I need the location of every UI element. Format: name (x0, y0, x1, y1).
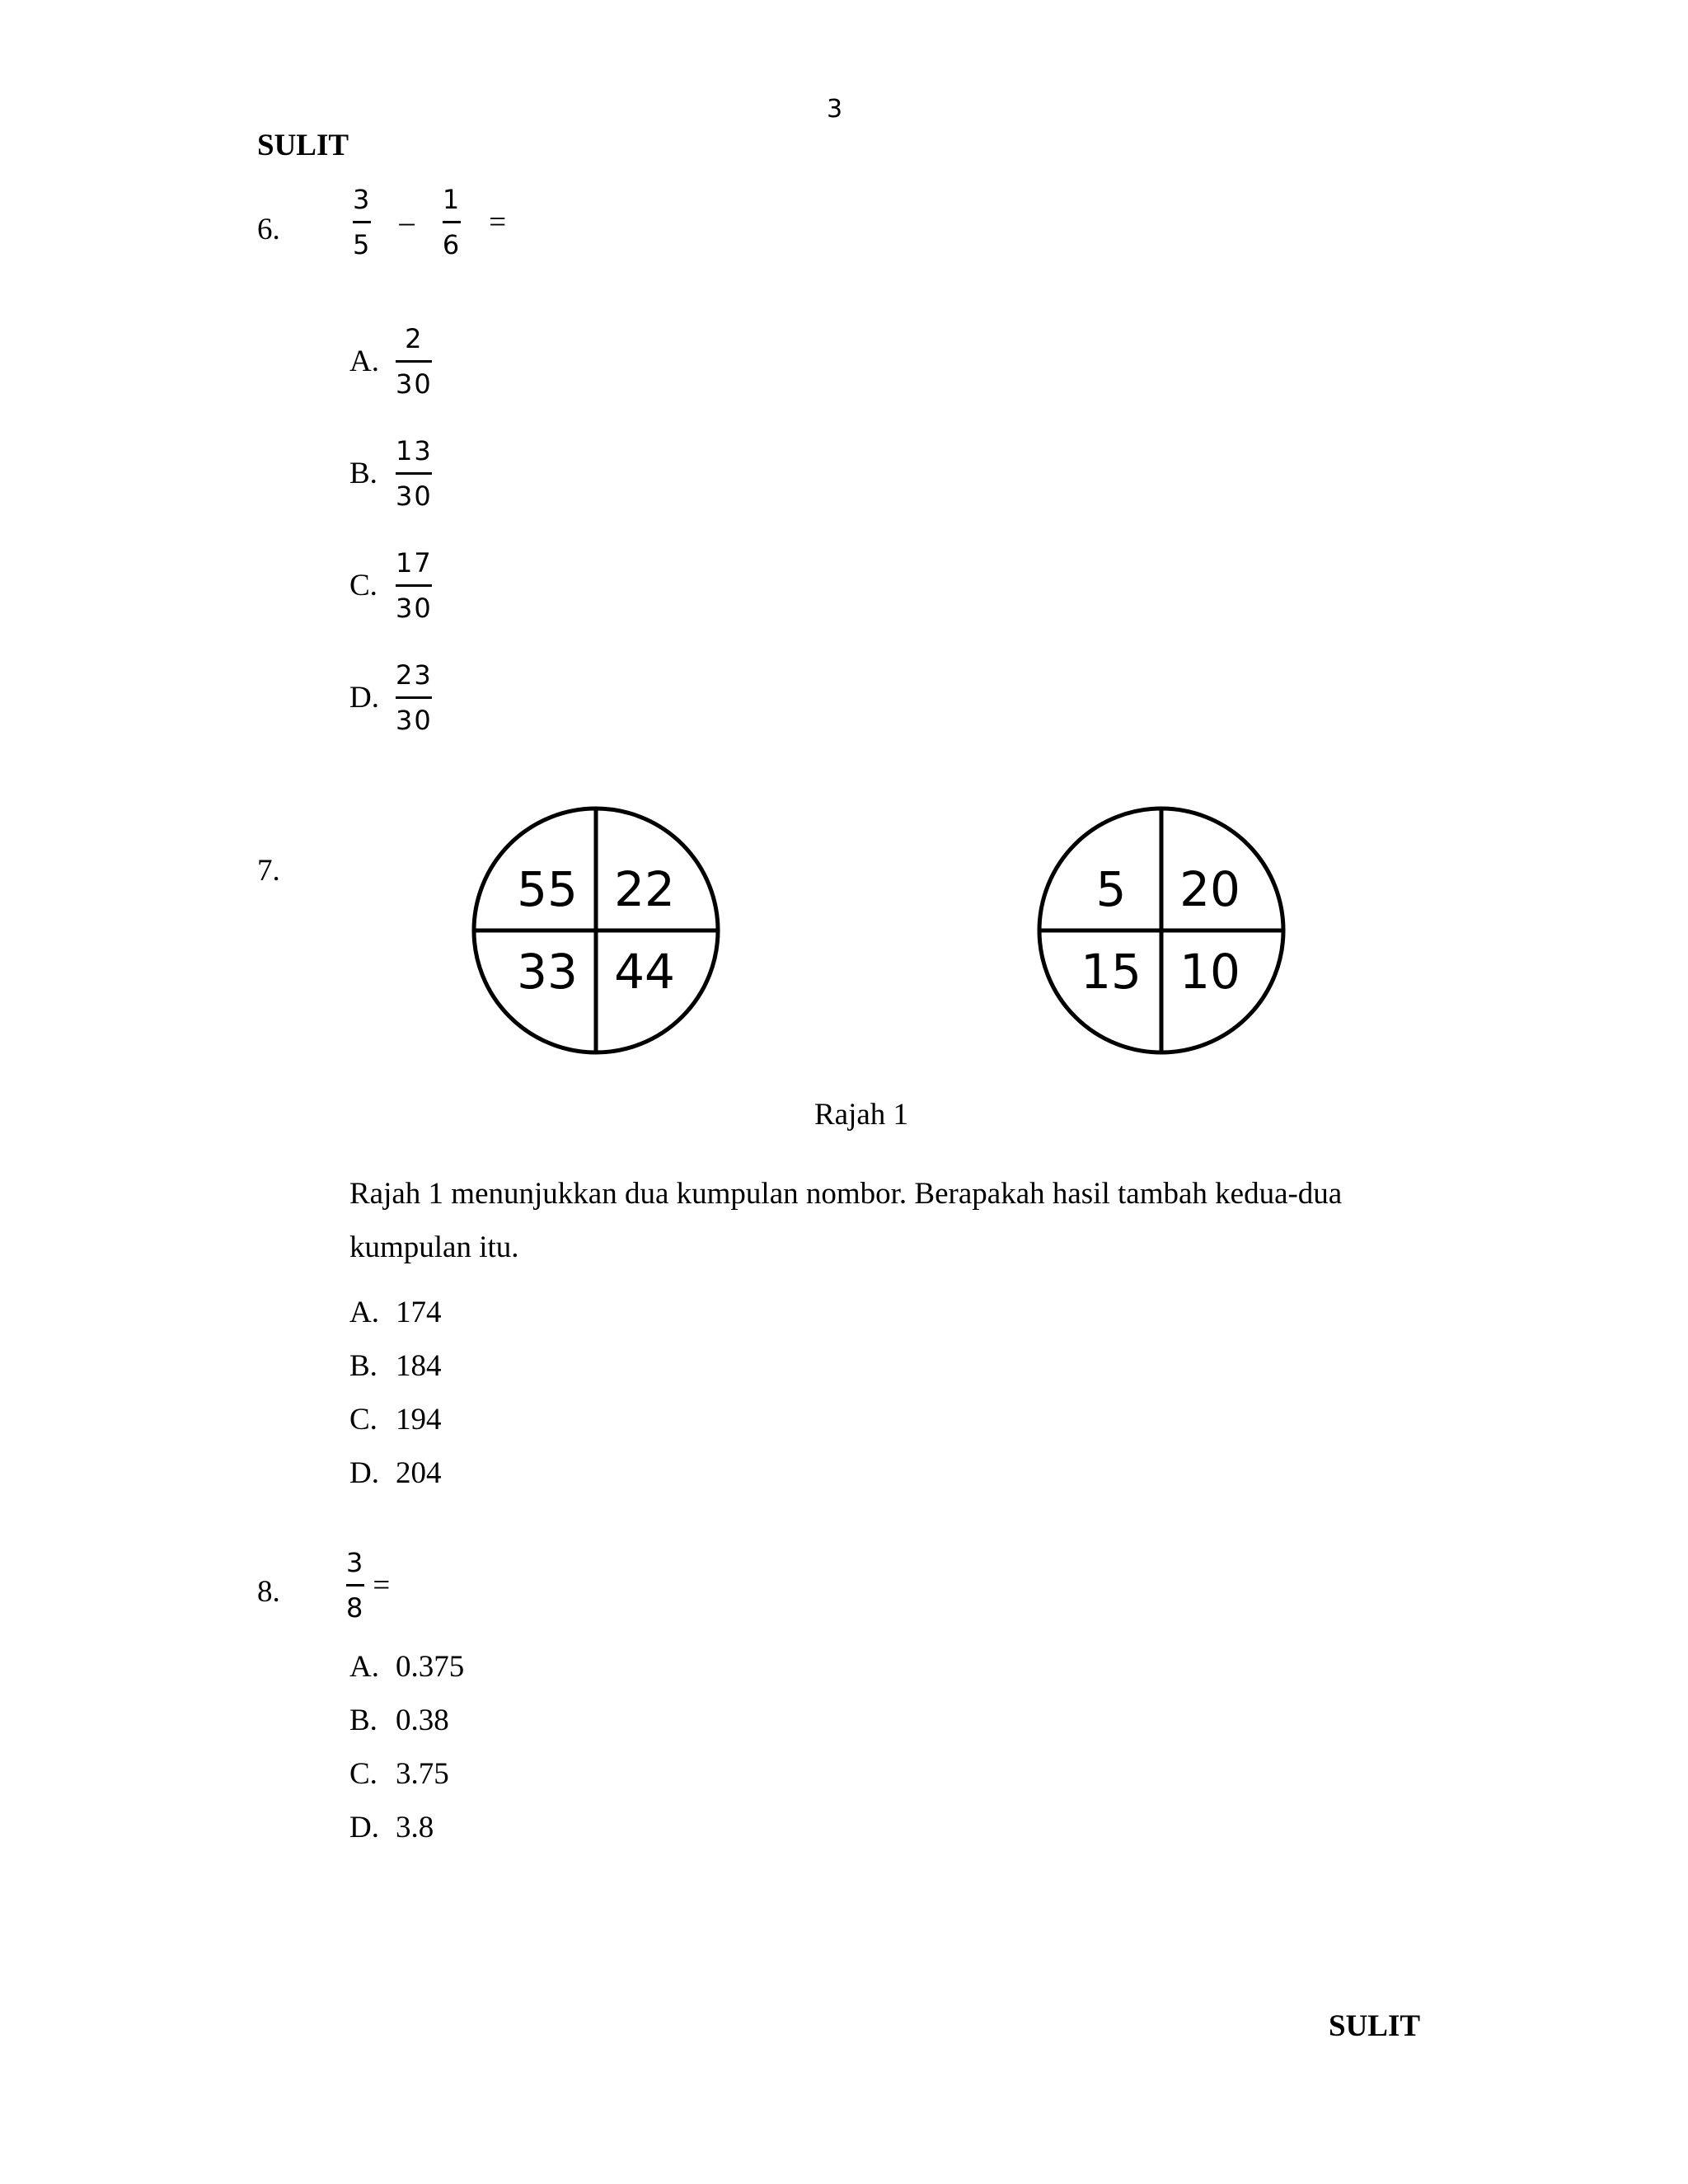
q8-option-a-letter: A. (349, 1650, 379, 1684)
q8-option-c-letter: C. (349, 1757, 377, 1791)
q8-option-d-letter: D. (349, 1811, 379, 1844)
q7-option-b-value: 184 (396, 1349, 442, 1383)
figure-caption: Rajah 1 (814, 1098, 909, 1132)
q8-fraction (346, 1547, 365, 1624)
q8-denominator: 8 (346, 1592, 365, 1624)
q6-option-a-numerator: 2 (405, 322, 424, 354)
q6-option-d-denominator: 30 (396, 704, 433, 736)
q7-question-line-1: Rajah 1 menunjukkan dua kumpulan nombor. Berapakah hasil tambah kedua-dua (349, 1177, 1343, 1211)
circle-1-bottom-left: 33 (517, 944, 578, 1000)
q7-question-line-2: kumpulan itu. (349, 1230, 519, 1264)
circle-1-top-left: 55 (517, 861, 578, 917)
q6-option-d-fraction (396, 658, 433, 736)
q7-options (349, 1286, 442, 1500)
q6-option-a-fraction (396, 322, 433, 400)
number-circle-1 (471, 806, 720, 1055)
q6-fraction-b-denominator: 6 (442, 229, 462, 260)
q6-option-d-numerator: 23 (396, 658, 433, 691)
circle-2-bottom-left: 15 (1081, 944, 1142, 1000)
circle-2-top-right: 20 (1179, 861, 1240, 917)
q8-option-c-value: 3.75 (396, 1757, 449, 1791)
number-circle-2 (1037, 806, 1286, 1055)
q8-option-b[interactable] (349, 1694, 464, 1747)
q8-option-d-value: 3.8 (396, 1811, 434, 1844)
q6-option-c-letter: C. (349, 568, 377, 602)
q6-equals-sign: = (489, 205, 507, 239)
circle-1-bottom-right: 44 (614, 944, 675, 1000)
q7-option-c[interactable] (349, 1393, 442, 1446)
footer-label: SULIT (1329, 2009, 1421, 2043)
circle-1-graphic (471, 806, 720, 1055)
q7-option-d-letter: D. (349, 1456, 379, 1490)
header-label: SULIT (257, 129, 349, 162)
q6-option-c-denominator: 30 (396, 592, 433, 624)
circle-2-graphic (1037, 806, 1286, 1055)
q7-option-a-value: 174 (396, 1296, 442, 1329)
q6-expression (353, 186, 506, 258)
q8-option-d[interactable] (349, 1801, 464, 1854)
q7-option-d[interactable] (349, 1446, 442, 1500)
q6-option-c-numerator: 17 (396, 546, 433, 579)
q7-number: 7. (257, 854, 280, 888)
q6-option-b-denominator: 30 (396, 480, 433, 512)
q7-option-a-letter: A. (349, 1296, 379, 1329)
q6-fraction-b (443, 186, 461, 258)
q6-option-b-fraction (396, 434, 433, 512)
q7-option-d-value: 204 (396, 1456, 442, 1490)
q6-number: 6. (257, 213, 280, 246)
q6-option-a-denominator: 30 (396, 368, 433, 400)
q7-option-a[interactable] (349, 1286, 442, 1339)
q8-option-a-value: 0.375 (396, 1650, 465, 1684)
q6-option-b-numerator: 13 (396, 434, 433, 466)
q7-option-b[interactable] (349, 1339, 442, 1393)
q6-option-d[interactable] (349, 641, 433, 753)
q6-minus-sign: – (399, 205, 415, 239)
q8-option-c[interactable] (349, 1747, 464, 1801)
q7-option-b-letter: B. (349, 1349, 377, 1383)
q8-expression (346, 1547, 391, 1624)
q8-option-b-letter: B. (349, 1704, 377, 1737)
q8-numerator: 3 (346, 1547, 365, 1578)
q6-option-d-letter: D. (349, 680, 379, 715)
q8-number: 8. (257, 1575, 280, 1609)
q8-option-b-value: 0.38 (396, 1704, 449, 1737)
page-number: 3 (827, 95, 843, 124)
q6-fraction-b-numerator: 1 (442, 184, 462, 215)
q6-fraction-a (353, 186, 371, 258)
q8-equals-sign: = (373, 1568, 391, 1602)
q6-option-c[interactable] (349, 529, 433, 641)
q6-option-b-letter: B. (349, 456, 377, 490)
q6-option-a-letter: A. (349, 344, 379, 378)
circle-2-bottom-right: 10 (1179, 944, 1240, 1000)
circle-2-top-left: 5 (1095, 861, 1127, 917)
q7-option-c-letter: C. (349, 1403, 377, 1436)
q6-fraction-a-numerator: 3 (353, 184, 372, 215)
q6-option-c-fraction (396, 546, 433, 624)
q6-options (349, 305, 433, 753)
q6-option-b[interactable] (349, 417, 433, 529)
circle-1-top-right: 22 (614, 861, 675, 917)
q8-options (349, 1640, 464, 1854)
q6-option-a[interactable] (349, 305, 433, 417)
q6-fraction-a-denominator: 5 (353, 229, 372, 260)
q8-option-a[interactable] (349, 1640, 464, 1694)
q7-option-c-value: 194 (396, 1403, 442, 1436)
